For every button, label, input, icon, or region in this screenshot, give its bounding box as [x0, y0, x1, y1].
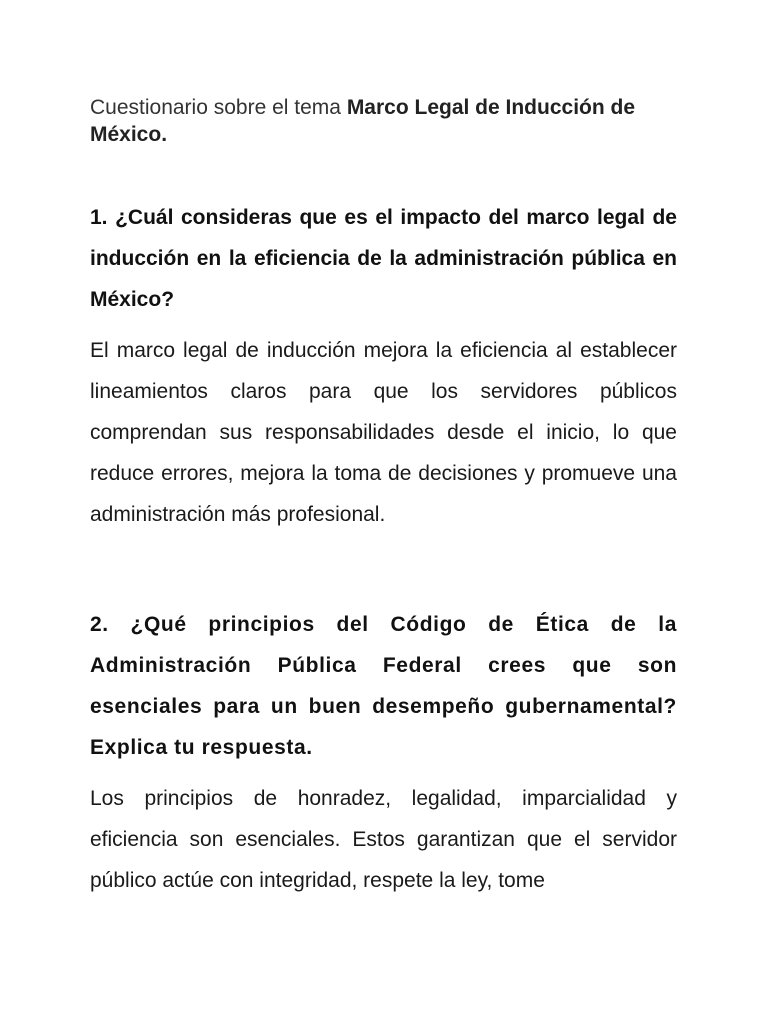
document-page [90, 94, 677, 901]
answer-2: Los principios de honradez, legalidad, imparcialidad y eficiencia son esenciales. Estos garantizan que el servidor público actúe con integridad, respete la ley, tome [90, 787, 677, 892]
title-prefix: Cuestionario sobre el tema [90, 96, 347, 119]
title-topic: Marco Legal de Inducción de México. [90, 96, 636, 146]
question-1: 1. ¿Cuál consideras que es el impacto del marco legal de inducción en la eficiencia de la administración pública en México? [90, 206, 677, 311]
answer-1: El marco legal de inducción mejora la eficiencia al establecer lineamientos claros para que los servidores públicos comprendan sus responsabilidades desde el inicio, lo que reduce errores, mejora la toma de decisiones y promueve una administración más profesional. [90, 339, 677, 526]
question-2: 2. ¿Qué principios del Código de Ética de la Administración Pública Federal crees que son esenciales para un buen desempeño gubernamental? Explica tu respuesta. [90, 613, 677, 759]
document-title [90, 94, 677, 148]
